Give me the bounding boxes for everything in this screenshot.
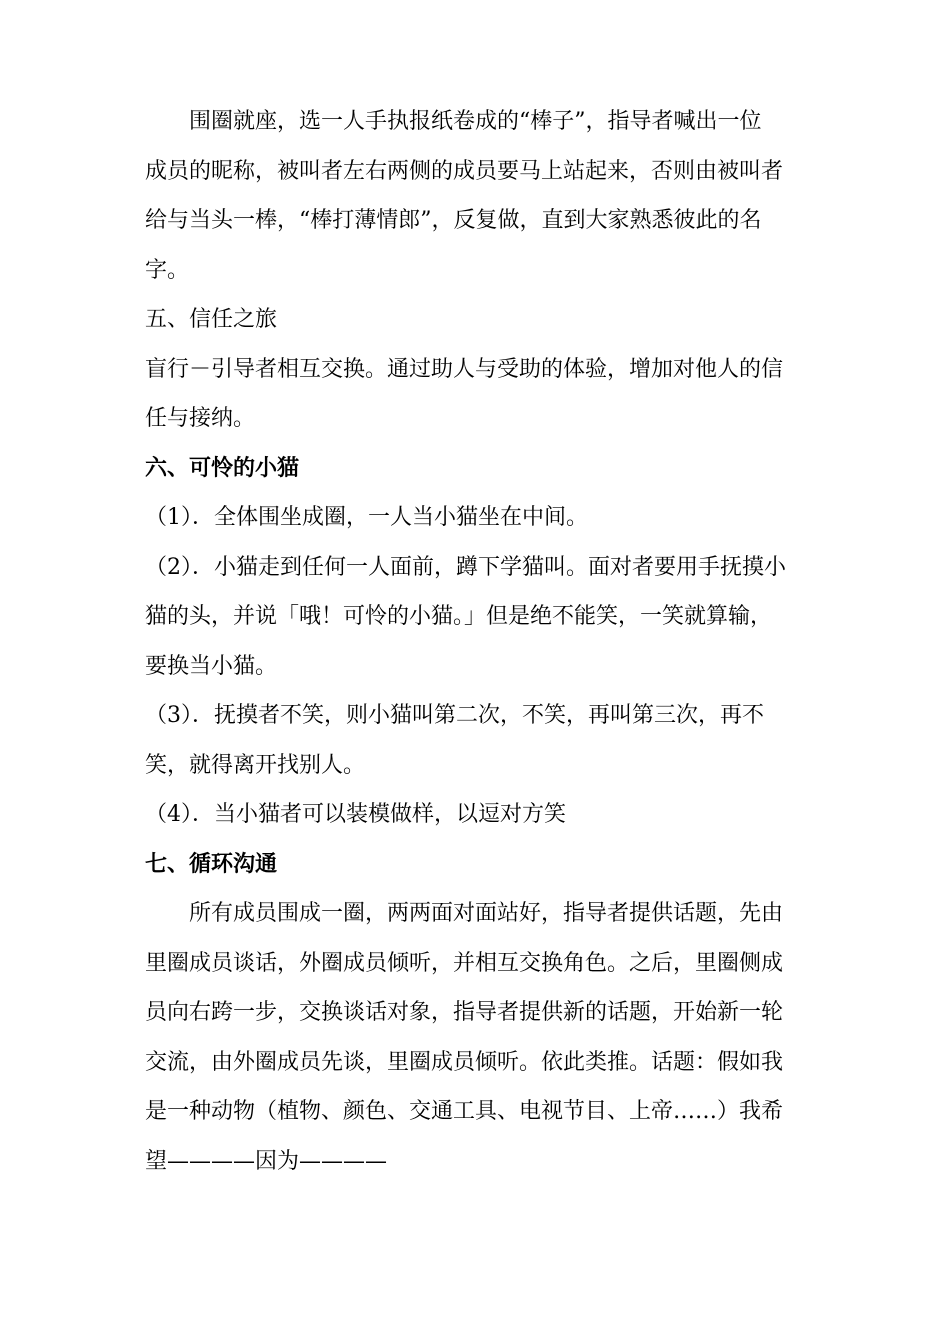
paragraph-line: 盲行－引导者相互交换。通过助人与受助的体验，增加对他人的信: [145, 356, 784, 382]
list-item: （2）．小猫走到任何一人面前，蹲下学猫叫。面对者要用手抚摸小: [145, 554, 786, 580]
document-body: [145, 97, 810, 1186]
section-heading-circular-communication: 七、循环沟通: [145, 850, 278, 877]
list-item: （3）．抚摸者不笑，则小猫叫第二次，不笑，再叫第三次，再不: [145, 703, 764, 728]
list-item: （1）．全体围坐成圈，一人当小猫坐在中间。: [145, 505, 588, 530]
paragraph-line: 成员的昵称，被叫者左右两侧的成员要马上站起来，否则由被叫者: [145, 158, 784, 184]
paragraph-line: 围圈就座，选一人手执报纸卷成的“棒子”，指导者喊出一位: [189, 109, 762, 134]
paragraph-line: 望————因为————: [145, 1148, 388, 1174]
paragraph-line: 所有成员围成一圈，两两面对面站好，指导者提供话题，先由: [189, 901, 784, 926]
section-heading-poor-kitten: 六、可怜的小猫: [145, 454, 300, 481]
list-item: （4）．当小猫者可以装模做样，以逗对方笑: [145, 802, 566, 827]
paragraph-line: 字。: [145, 257, 190, 283]
paragraph-line: 给与当头一棒，“棒打薄情郎”，反复做，直到大家熟悉彼此的名: [145, 208, 762, 233]
paragraph-line: 任与接纳。: [145, 406, 256, 431]
list-item-continuation: 笑，就得离开找别人。: [145, 752, 366, 778]
paragraph-line: 里圈成员谈话，外圈成员倾听，并相互交换角色。之后，里圈侧成: [145, 950, 784, 976]
paragraph-line: 是一种动物（植物、颜色、交通工具、电视节目、上帝……）我希: [145, 1099, 784, 1124]
paragraph-line: 交流，由外圈成员先谈，里圈成员倾听。依此类推。话题：假如我: [145, 1049, 784, 1075]
list-item-continuation: 要换当小猫。: [145, 653, 278, 679]
paragraph-line: 员向右跨一步，交换谈话对象，指导者提供新的话题，开始新一轮: [145, 1000, 784, 1025]
section-heading-trust-journey: 五、信任之旅: [145, 307, 278, 332]
list-item-continuation: 猫的头，并说「哦！可怜的小猫。」但是绝不能笑，一笑就算输，: [145, 604, 773, 629]
